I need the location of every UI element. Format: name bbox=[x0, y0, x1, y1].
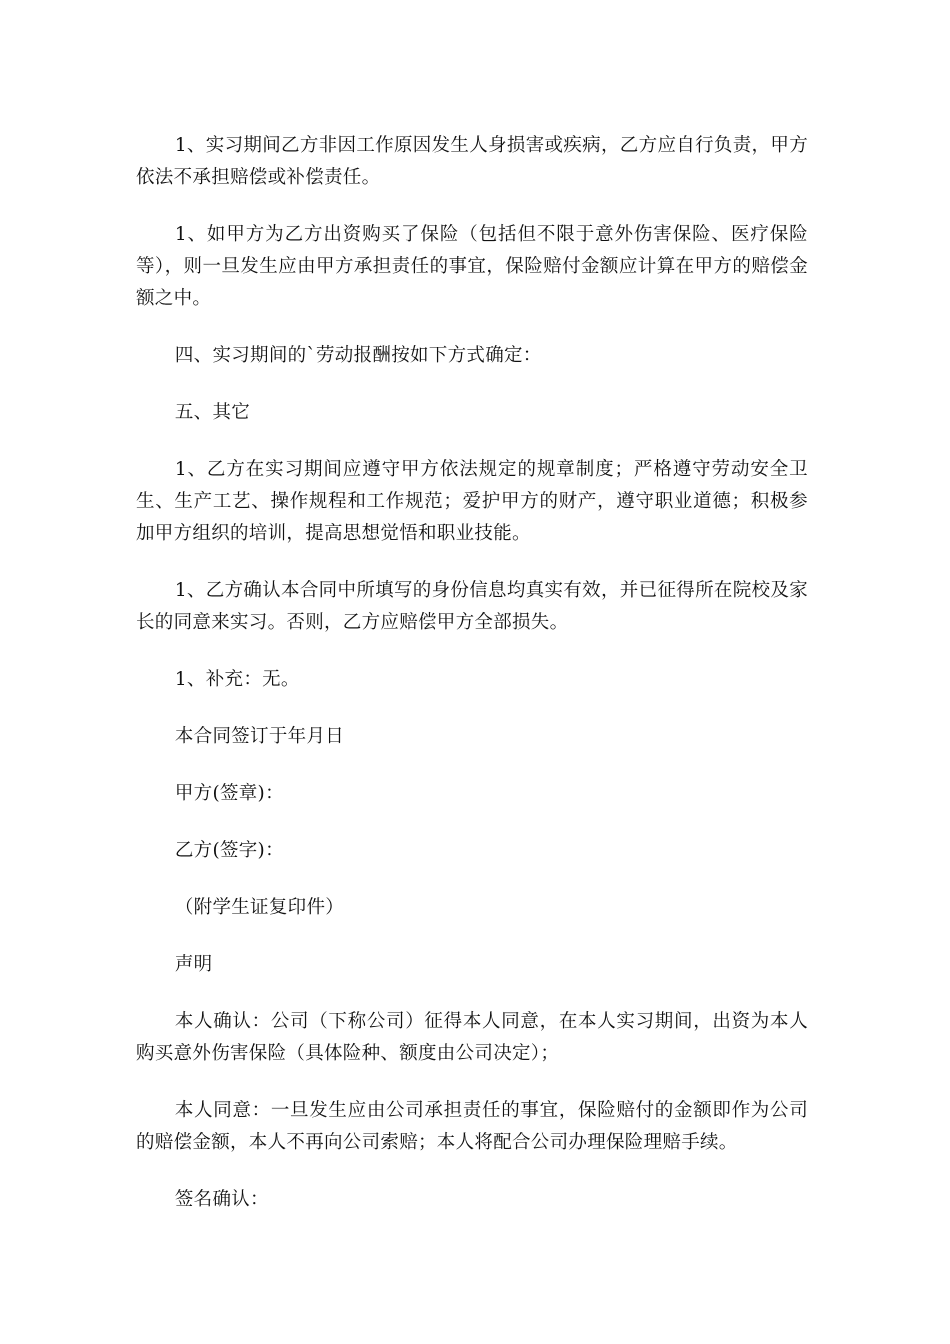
declaration-confirmation: 本人确认：公司（下称公司）征得本人同意，在本人实习期间，出资为本人购买意外伤害保险（具体险种、额度由公司决定）； bbox=[136, 1011, 808, 1064]
party-b-signature-line: 乙方(签字)： bbox=[174, 840, 284, 861]
document-body bbox=[136, 130, 808, 1216]
paragraph-rules: 1、乙方在实习期间应遵守甲方依法规定的规章制度；严格遵守劳动安全卫生、生产工艺、操作规程和工作规范；爱护甲方的财产，遵守职业道德；积极参加甲方组织的培训，提高思想觉悟和职业技能。 bbox=[136, 459, 808, 544]
section-heading-compensation: 四、实习期间的`劳动报酬按如下方式确定： bbox=[174, 345, 542, 366]
contract-date-line: 本合同签订于年月日 bbox=[174, 726, 345, 747]
paragraph-identity-confirmation: 1、乙方确认本合同中所填写的身份信息均真实有效，并已征得所在院校及家长的同意来实习。否则，乙方应赔偿甲方全部损失。 bbox=[136, 580, 808, 633]
signature-confirmation-line: 签名确认： bbox=[174, 1189, 269, 1210]
declaration-heading: 声明 bbox=[174, 954, 213, 975]
party-a-signature-line: 甲方(签章)： bbox=[174, 783, 284, 804]
paragraph-insurance: 1、如甲方为乙方出资购买了保险（包括但不限于意外伤害保险、医疗保险等），则一旦发生应由甲方承担责任的事宜，保险赔付金额应计算在甲方的赔偿金额之中。 bbox=[136, 224, 808, 309]
attachment-note: （附学生证复印件） bbox=[174, 897, 345, 918]
paragraph-self-responsibility: 1、实习期间乙方非因工作原因发生人身损害或疾病，乙方应自行负责，甲方依法不承担赔偿或补偿责任。 bbox=[136, 135, 808, 188]
paragraph-supplement: 1、补充：无。 bbox=[174, 669, 300, 690]
declaration-consent: 本人同意：一旦发生应由公司承担责任的事宜，保险赔付的金额即作为公司的赔偿金额，本人不再向公司索赔；本人将配合公司办理保险理赔手续。 bbox=[136, 1100, 808, 1153]
section-heading-other: 五、其它 bbox=[174, 402, 251, 423]
